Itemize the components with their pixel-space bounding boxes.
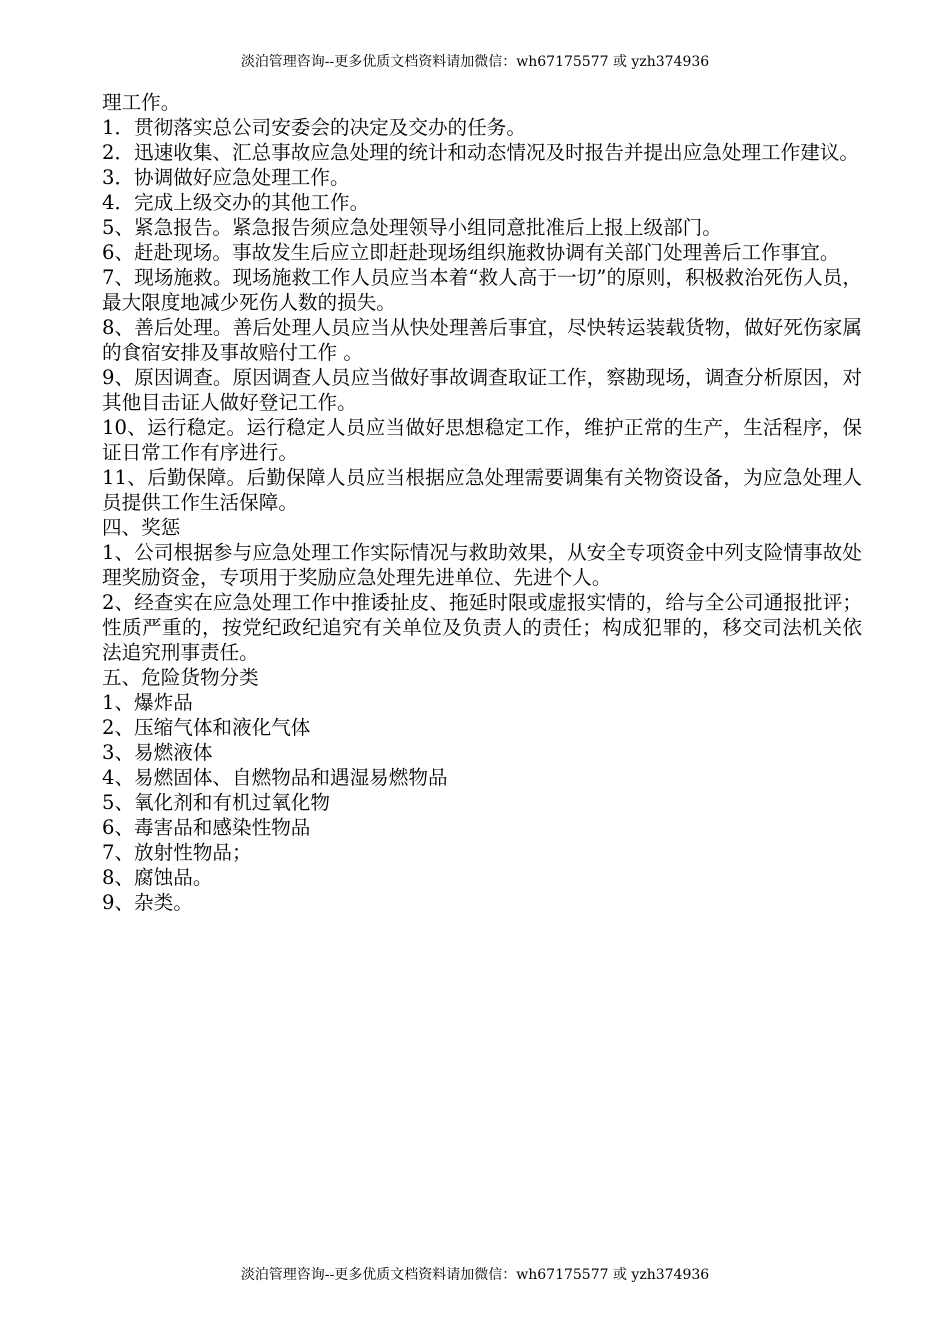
section-heading-rewards: 四、奖惩: [102, 516, 181, 539]
paragraph-aftermath: 8、善后处理。善后处理人员应当从快处理善后事宜，尽快转运装载货物，做好死伤家属的食宿安排及事故赔付工作 。: [102, 316, 862, 364]
hazard-class-item: 1、爆炸品: [102, 691, 193, 714]
hazard-class-item: 2、压缩气体和液化气体: [102, 716, 311, 739]
paragraph-emergency-report: 5、紧急报告。紧急报告须应急处理领导小组同意批准后上报上级部门。: [102, 216, 722, 239]
page-header: 淡泊管理咨询--更多优质文档资料请加微信：wh67175577 或 yzh374936: [240, 54, 710, 70]
hazard-class-item: 8、腐蚀品。: [102, 866, 213, 889]
hazard-class-item: 9、杂类。: [102, 891, 193, 914]
list-item-4: 4．完成上级交办的其他工作。: [102, 191, 370, 214]
list-item-1: 1．贯彻落实总公司安委会的决定及交办的任务。: [102, 116, 526, 139]
hazard-class-item: 7、放射性物品；: [102, 841, 252, 864]
list-item-2: 2．迅速收集、汇总事故应急处理的统计和动态情况及时报告并提出应急处理工作建议。: [102, 141, 860, 164]
paragraph-on-site-rescue: 7、现场施救。现场施救工作人员应当本着“救人高于一切”的原则，积极救治死伤人员，最大限度地减少死伤人数的损失。: [102, 266, 862, 314]
paragraph-rush-to-scene: 6、赶赴现场。事故发生后应立即赶赴现场组织施救协调有关部门处理善后工作事宜。: [102, 241, 840, 264]
document-body: [102, 90, 862, 915]
paragraph-cause-investigation: 9、原因调查。原因调查人员应当做好事故调查取证工作，察勘现场，调查分析原因，对其他目击证人做好登记工作。: [102, 366, 862, 414]
list-item-3: 3．协调做好应急处理工作。: [102, 166, 350, 189]
hazard-class-item: 6、毒害品和感染性物品: [102, 816, 311, 839]
page-footer: 淡泊管理咨询--更多优质文档资料请加微信：wh67175577 或 yzh374936: [240, 1267, 710, 1283]
paragraph-operational-stability: 10、运行稳定。运行稳定人员应当做好思想稳定工作，维护正常的生产，生活程序，保证日常工作有序进行。: [102, 416, 862, 464]
paragraph-continuation: 理工作。: [102, 91, 181, 114]
paragraph-penalty: 2、经查实在应急处理工作中推诿扯皮、拖延时限或虚报实情的，给与全公司通报批评；性质严重的，按党纪政纪追究有关单位及负责人的责任；构成犯罪的，移交司法机关依法追究刑事责任。: [102, 591, 862, 664]
section-heading-hazard-classes: 五、危险货物分类: [102, 666, 259, 689]
paragraph-reward: 1、公司根据参与应急处理工作实际情况与救助效果，从安全专项资金中列支险情事故处理奖励资金，专项用于奖励应急处理先进单位、先进个人。: [102, 541, 862, 589]
hazard-class-item: 5、氧化剂和有机过氧化物: [102, 791, 330, 814]
paragraph-logistics-support: 11、后勤保障。后勤保障人员应当根据应急处理需要调集有关物资设备，为应急处理人员提供工作生活保障。: [102, 466, 862, 514]
hazard-class-item: 3、易燃液体: [102, 741, 213, 764]
hazard-class-item: 4、易燃固体、自燃物品和遇湿易燃物品: [102, 766, 448, 789]
